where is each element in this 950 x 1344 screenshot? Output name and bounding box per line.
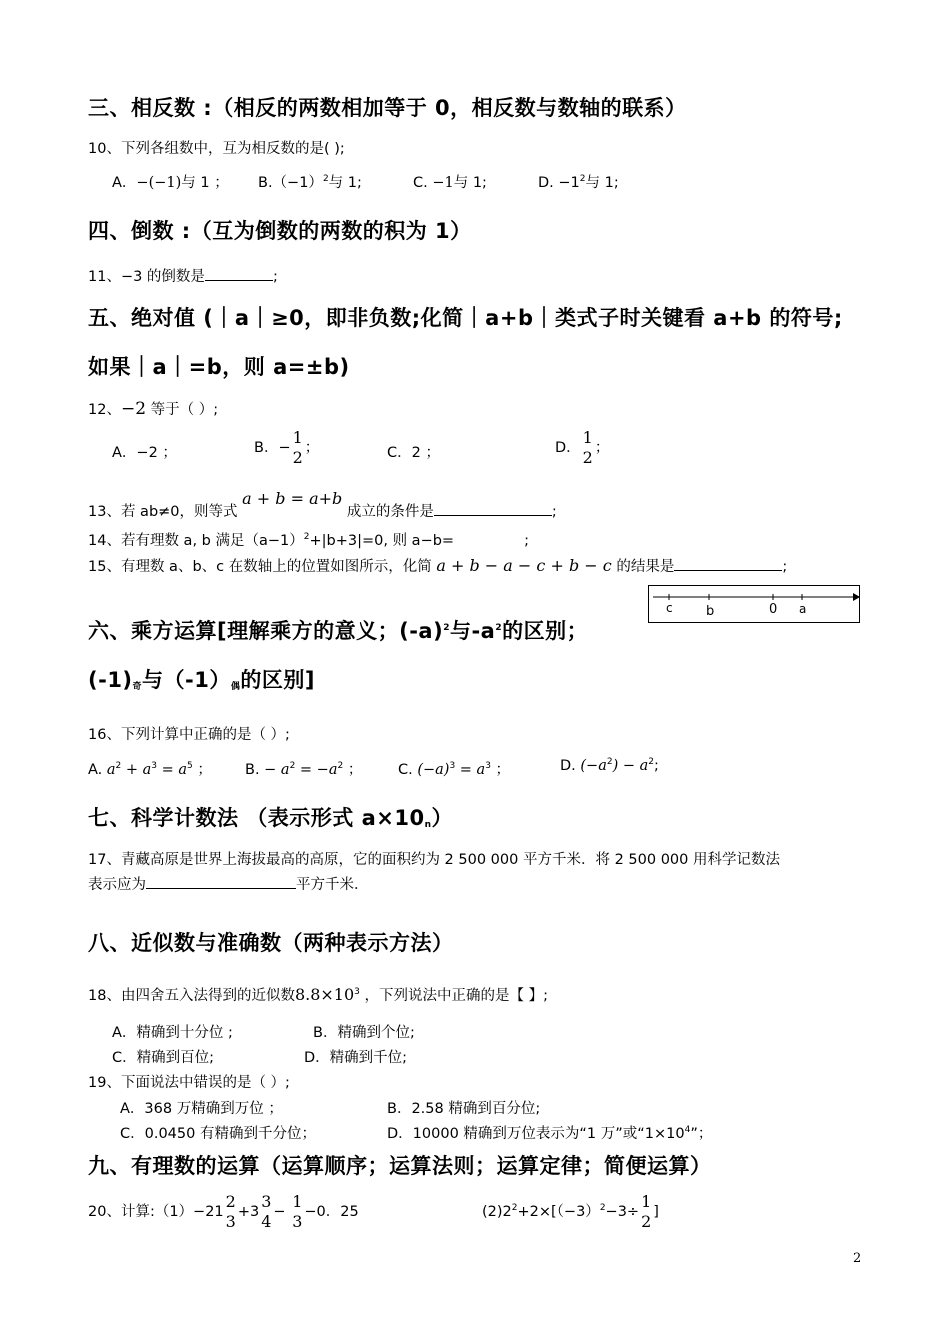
question-17-line2: 表示应为 平方千米． (88, 877, 369, 893)
section-heading-exponentiation-line1: 六、乘方运算[理解乘方的意义；$(-a)^2$与$-a^2$的区别； (88, 619, 589, 643)
section-heading-rational-operations: 九、有理数的运算（运算顺序；运算法则；运算定律；简便运算） (88, 1154, 712, 1178)
question-10-option-b: $B.(-1)^2$与 1; (258, 174, 362, 191)
answer-blank[interactable] (674, 570, 782, 571)
question-20-part-2: $(2)2^2+2\times[(-3)^2-3\div$ 1 2 ] (482, 1192, 659, 1231)
question-18-option-b: B．精确到个位; (313, 1025, 415, 1041)
question-11: 11、−3 的倒数是 ; (88, 269, 278, 285)
question-10-option-d: D. $-1^2$与 1; (538, 174, 619, 191)
question-19-option-a: A．368 万精确到万位 ； (120, 1101, 283, 1117)
arrow-right-icon (853, 593, 859, 601)
question-19-stem: 19、下面说法中错误的是（ ）; (88, 1075, 290, 1091)
answer-blank[interactable] (146, 888, 296, 889)
question-10-option-c: C. −1与 1; (413, 175, 487, 191)
question-19-option-b: B．2.58 精确到百分位; (387, 1101, 541, 1117)
question-14: 14、若有理数 a, b 满足$(a-1)^2+|b+3|=0$, 则 a−b= ; (88, 532, 529, 549)
label-b: b (706, 604, 715, 619)
question-10-option-a: A．−(−1)与 1 ； (112, 175, 229, 191)
question-19-option-d: D．10000 精确到万位表示为“1 万”或“$1\times 10^4$”； (387, 1125, 713, 1142)
section-heading-absolute-value-line2: 如果｜a｜=b，则 a=±b) (88, 355, 350, 379)
question-18-option-c: C．精确到百位; (112, 1050, 215, 1066)
answer-blank[interactable] (434, 515, 552, 516)
page-number: 2 (853, 1251, 862, 1266)
question-12-option-c: C．2 ； (387, 445, 440, 461)
section-heading-scientific-notation: 七、科学计数法 （表示形式 $a\times 10_n$） (88, 806, 454, 830)
question-10-stem: 10、下列各组数中，互为相反数的是( ); (88, 141, 345, 157)
number-line-figure (648, 585, 860, 623)
question-15: 15、有理数 a、b、c 在数轴上的位置如图所示，化简 a + b − a − c + b − c 的结果是 ; (88, 556, 788, 575)
question-18-option-d: D．精确到千位; (304, 1050, 408, 1066)
section-heading-approximate-numbers: 八、近似数与准确数（两种表示方法） (88, 931, 454, 955)
question-12-option-a: A．−2 ； (112, 445, 177, 461)
question-12-option-d: D． 1 2 ； (555, 428, 610, 467)
question-16-option-d: D. $(-a^2) - a^2$; (560, 757, 659, 774)
answer-blank[interactable] (205, 280, 273, 281)
question-18-stem: 18、由四舍五入法得到的近似数$8.8\times 10^3$ ，下列说法中正确的是【 】; (88, 985, 549, 1004)
question-18-option-a: A．精确到十分位 ; (112, 1025, 233, 1041)
section-heading-absolute-value-line1: 五、绝对值 (｜a｜≥0，即非负数;化简｜a+b｜类式子时关键看 a+b 的符号; (88, 306, 843, 330)
section-heading-exponentiation-line2: $(-1)_奇$与$(-1)_偶$的区别] (88, 668, 315, 692)
question-16-option-b: B. − $a^2 = -a^2$ ； (245, 761, 363, 778)
label-a: a (799, 602, 807, 616)
label-c: c (666, 601, 673, 615)
question-16-stem: 16、下列计算中正确的是（ ）; (88, 727, 290, 743)
question-17-line1: 17、青藏高原是世界上海拔最高的高原，它的面积约为 2 500 000 平方千米．将 2 500 000 用科学记数法 (88, 852, 780, 868)
question-20-part-1: 20、计算:（1）−21 2 3 +3 3 4 − 1 3 −0．25 (88, 1192, 359, 1231)
number-line-svg (649, 586, 859, 622)
question-12-stem: 12、−2 等于（ ）; (88, 399, 219, 419)
section-heading-opposite-numbers: 三、相反数 :（相反的两数相加等于 0，相反数与数轴的联系） (88, 96, 687, 120)
question-16-option-a: A. $a^2 + a^3 = a^5$ ； (88, 761, 212, 778)
question-19-option-c: C．0.0450 有精确到千分位； (120, 1126, 316, 1142)
question-12-option-b: B．− 1 2 ； (254, 428, 320, 467)
question-13: 13、若 ab≠0，则等式 a + b = a+b 成立的条件是 ; (88, 489, 557, 520)
question-16-option-c: C. $(-a)^3 = a^3$ ； (398, 761, 511, 778)
label-0: 0 (769, 602, 778, 617)
section-heading-reciprocal: 四、倒数 :（互为倒数的两数的积为 1） (88, 219, 472, 243)
